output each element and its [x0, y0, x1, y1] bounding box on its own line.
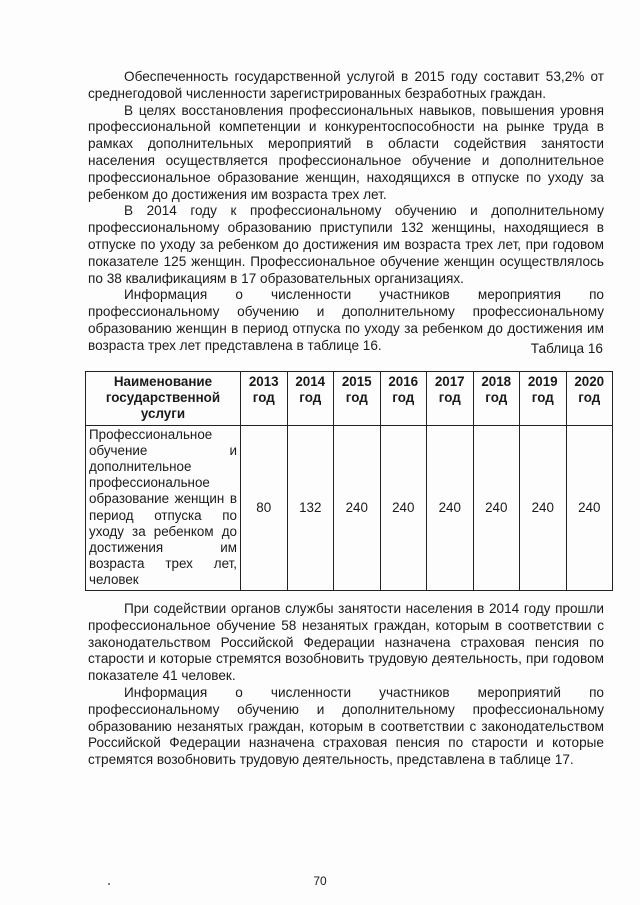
header-year: 2016 год [380, 372, 427, 426]
table-cell: 240 [427, 425, 474, 590]
table-cell: 240 [473, 425, 520, 590]
table-cell: 240 [566, 425, 613, 590]
row-service-name: Профессиональное обучение и дополнительное профессиональное образование женщин в период отпуска по уходу за ребенком до достижения им возраста трех лет, человек [86, 425, 241, 590]
paragraph-coverage: Обеспеченность государственной услугой в 2015 году составит 53,2% от среднегодовой численности зарегистрированных безработных граждан. [88, 69, 604, 101]
header-year: 2015 год [334, 372, 381, 426]
table-cell: 132 [287, 425, 334, 590]
paragraph-pensioners: При содействии органов службы занятости населения в 2014 году прошли профессиональное обучение 58 незанятых граждан, которым в соответствии с законодательством Российской Федерации назначена страховая пенсия по старости и которые стремятся возобновить трудовую деятельность, при годовом показателе 41 человек. [88, 601, 604, 684]
table-cell: 80 [241, 425, 288, 590]
table-cell: 240 [380, 425, 427, 590]
header-year: 2018 год [473, 372, 520, 426]
table-cell: 240 [334, 425, 381, 590]
header-year: 2019 год [520, 372, 567, 426]
table-caption: Таблица 16 [530, 341, 603, 356]
table-cell: 240 [520, 425, 567, 590]
paragraph-table17-ref: Информация о численности участников мероприятий по профессиональному обучению и дополнительному профессиональному образованию незанятых граждан, которым в соответствии с законодательством Российской Федерации назначена страховая пенсия по старости и которые стремятся возобновить трудовую деятельность, представлена в таблице 17. [88, 684, 604, 768]
header-year: 2020 год [566, 372, 613, 426]
participants-table [85, 371, 613, 591]
intro-text [88, 69, 604, 355]
followup-text [88, 601, 604, 769]
paragraph-goals: В целях восстановления профессиональных навыков, повышения уровня профессиональной компетенции и конкурентоспособности на рынке труда в рамках дополнительных мероприятий в области содействия занятости населения осуществляется профессиональное обучение и дополнительное профессиональное образование женщин, находящихся в отпуске по уходу за ребенком до достижения им возраста трех лет. [88, 102, 604, 202]
header-year: 2013 год [241, 372, 288, 426]
page-number: 70 [313, 874, 327, 888]
table-row [86, 425, 613, 590]
header-year: 2014 год [287, 372, 334, 426]
table-header-row [86, 372, 613, 426]
header-service: Наименование государственной услуги [86, 372, 241, 426]
header-year: 2017 год [427, 372, 474, 426]
paragraph-2014-results: В 2014 году к профессиональному обучению и дополнительному профессиональному образованию приступили 132 женщины, находящиеся в отпуске по уходу за ребенком до достижения им возраста трех лет, при годовом показателе 125 женщин. Профессиональное обучение женщин осуществлялось по 38 квалификациям в 17 образовательных организациях. [88, 203, 604, 286]
paragraph-table16-ref: Информация о численности участников мероприятия по профессиональному обучению и дополнительному профессиональному образованию женщин в период отпуска по уходу за ребенком до достижения им возраста трех лет представлена в таблице 16. [88, 287, 604, 353]
